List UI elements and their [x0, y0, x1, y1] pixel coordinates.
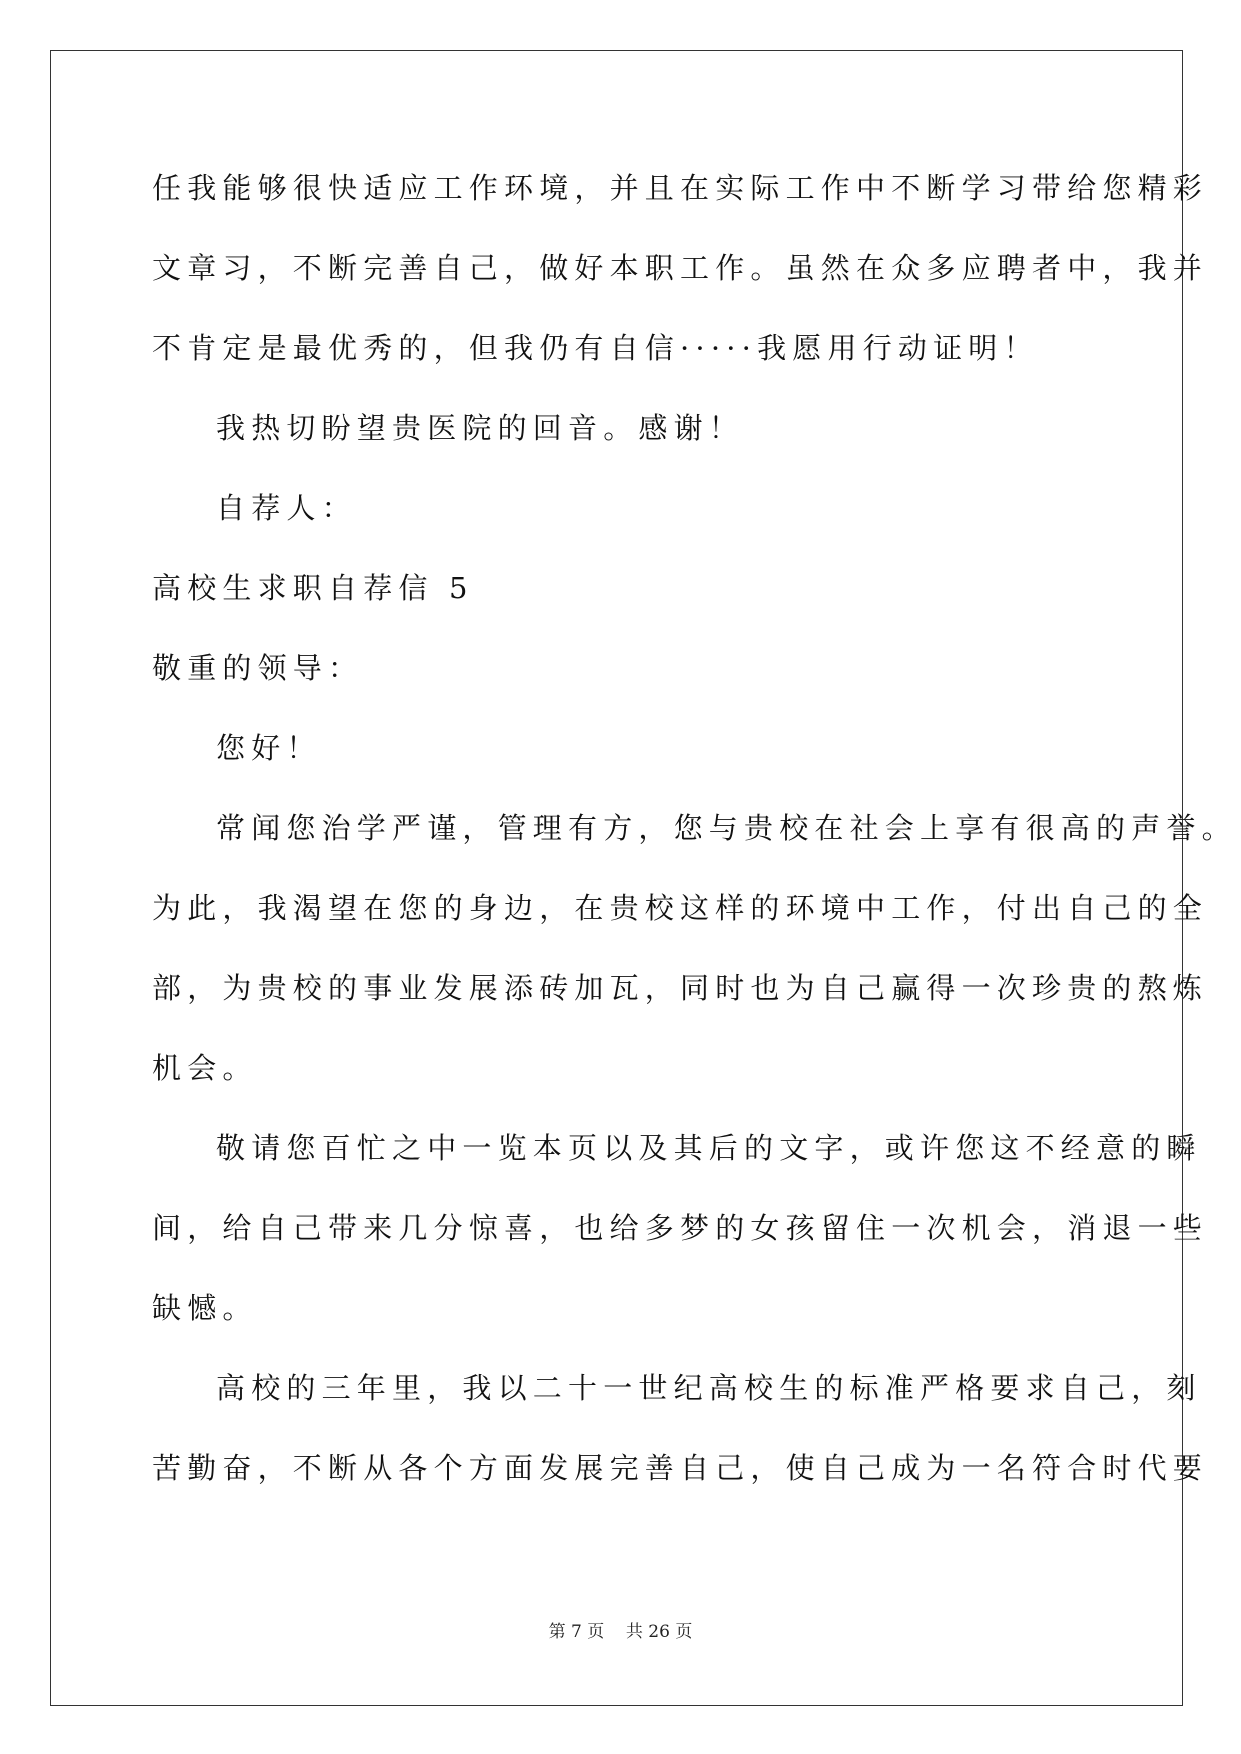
paragraph-line: 机会。	[152, 1051, 258, 1085]
paragraph-line: 为此，我渴望在您的身边，在贵校这样的环境中工作，付出自己的全	[152, 891, 1209, 925]
greeting: 您好！	[216, 731, 322, 765]
paragraph-line: 不肯定是最优秀的，但我仍有自信·····我愿用行动证明！	[152, 331, 1039, 365]
paragraph-line: 高校的三年里，我以二十一世纪高校生的标准严格要求自己，刻	[216, 1371, 1202, 1405]
paragraph-line: 我热切盼望贵医院的回音。感谢！	[216, 411, 745, 445]
salutation: 敬重的领导：	[152, 651, 364, 685]
paragraph-line: 文章习，不断完善自己，做好本职工作。虽然在众多应聘者中，我并	[152, 251, 1209, 285]
section-title: 高校生求职自荐信 5	[152, 571, 474, 605]
paragraph-line: 任我能够很快适应工作环境，并且在实际工作中不断学习带给您精彩	[152, 171, 1209, 205]
page-number-footer: 第 7 页 共 26 页	[548, 1622, 693, 1642]
paragraph-line: 部，为贵校的事业发展添砖加瓦，同时也为自己赢得一次珍贵的熬炼	[152, 971, 1209, 1005]
signature-label: 自荐人：	[216, 491, 357, 525]
paragraph-line: 苦勤奋，不断从各个方面发展完善自己，使自己成为一名符合时代要	[152, 1451, 1209, 1485]
paragraph-line: 敬请您百忙之中一览本页以及其后的文字，或许您这不经意的瞬	[216, 1131, 1202, 1165]
paragraph-line: 常闻您治学严谨，管理有方，您与贵校在社会上享有很高的声誉。	[216, 811, 1237, 845]
paragraph-line: 间，给自己带来几分惊喜，也给多梦的女孩留住一次机会，消退一些	[152, 1211, 1209, 1245]
paragraph-line: 缺憾。	[152, 1291, 258, 1325]
